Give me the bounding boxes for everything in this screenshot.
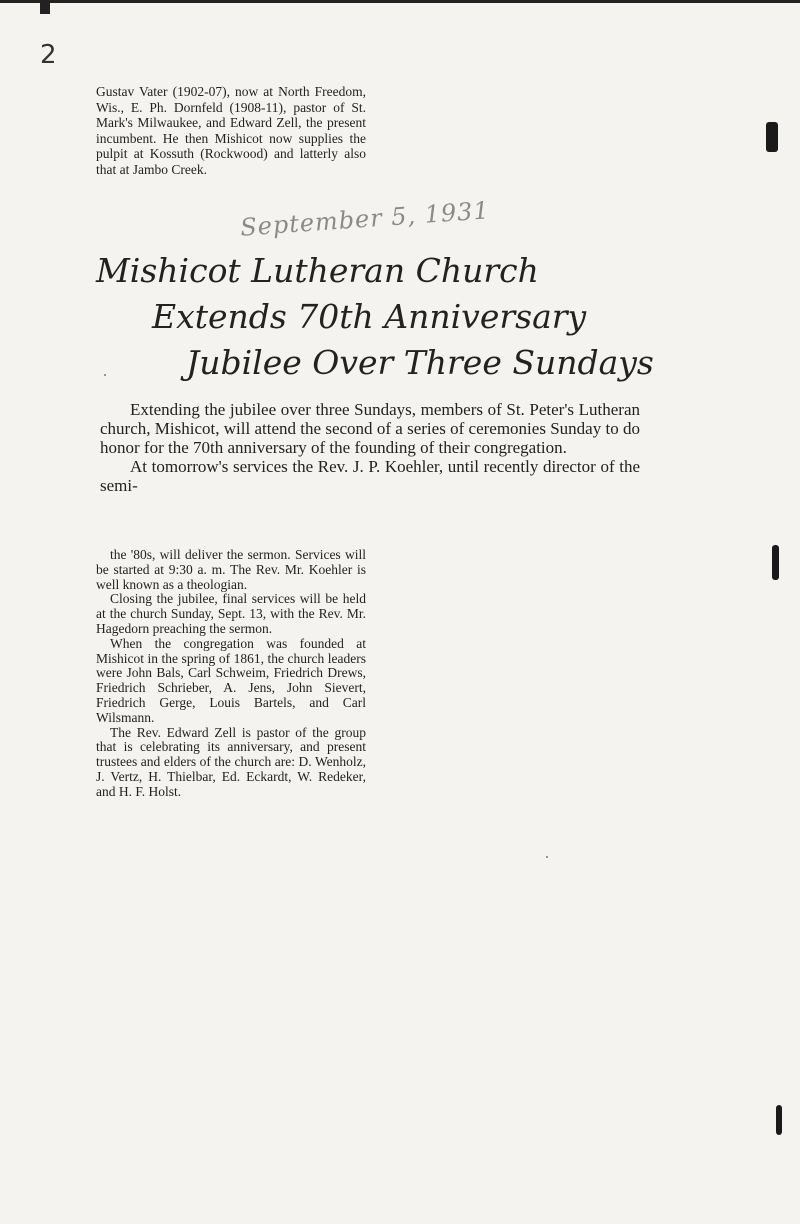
scan-top-border [0, 0, 800, 3]
headline-line-3: Jubilee Over Three Sundays [186, 343, 654, 382]
body-paragraph-1: the '80s, will deliver the sermon. Services will be started at 9:30 a. m. The Rev. Mr. Koehler is well known as a theologian. [96, 547, 366, 592]
article-body-column [96, 548, 366, 800]
scan-speck [104, 374, 106, 376]
binding-mark-top [766, 122, 778, 152]
headline-line-1: Mishicot Lutheran Church [96, 251, 539, 290]
page-number: 2 [40, 40, 57, 70]
handwritten-date-annotation: September 5, 1931 [239, 196, 491, 242]
scan-speck [546, 856, 548, 858]
article-headline [96, 248, 656, 386]
second-paragraph-start: At tomorrow's services the Rev. J. P. Koehler, until recently director of the semi- [100, 457, 640, 495]
lead-paragraph: Extending the jubilee over three Sundays, members of St. Peter's Lutheran church, Mishicot, will attend the second of a series of ceremonies Sunday to do honor for the 70th anniversary of the founding of their congregation. [100, 400, 640, 457]
article-lead [100, 400, 640, 495]
previous-article-fragment: Gustav Vater (1902-07), now at North Freedom, Wis., E. Ph. Dornfeld (1908-11), pastor of St. Mark's Milwaukee, and Edward Zell, the present incumbent. He then Mishicot now supplies the pulpit at Kossuth (Rockwood) and latterly also that at Jambo Creek. [96, 84, 366, 177]
body-paragraph-2: Closing the jubilee, final services will be held at the church Sunday, Sept. 13, with the Rev. Mr. Hagedorn preaching the sermon. [96, 591, 366, 636]
binding-mark-middle [772, 545, 779, 580]
body-paragraph-4: The Rev. Edward Zell is pastor of the group that is celebrating its anniversary, and present trustees and elders of the church are: D. Wenholz, J. Vertz, H. Thielbar, Ed. Eckardt, W. Redeker, and H. F. Holst. [96, 724, 366, 799]
headline-line-2: Extends 70th Anniversary [152, 297, 587, 336]
binding-mark-bottom [776, 1105, 782, 1135]
body-paragraph-3: When the congregation was founded at Mishicot in the spring of 1861, the church leaders were John Bals, Carl Schweim, Friedrich Drews, Friedrich Schrieber, A. Jens, John Sievert, Friedrich Gerge, Louis Bartels, and Carl Wilsmann. [96, 635, 366, 725]
second-paragraph-opening [100, 457, 640, 495]
scan-top-tick [40, 0, 50, 14]
